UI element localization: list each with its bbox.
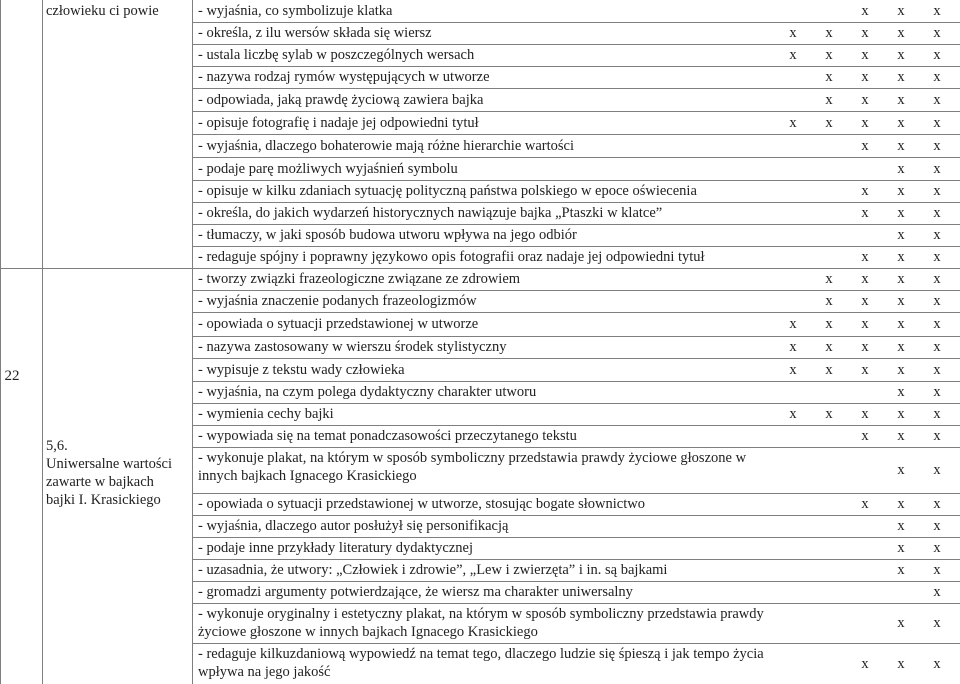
requirement-text: - wyjaśnia, dlaczego autor posłużył się personifikacją	[198, 518, 509, 534]
requirement-text: - wypisuje z tekstu wady człowieka	[198, 361, 405, 378]
level-mark: x	[897, 114, 905, 131]
row-divider	[192, 537, 960, 538]
level-mark: x	[933, 3, 941, 19]
level-mark: x	[861, 361, 869, 378]
level-mark: x	[789, 47, 797, 63]
level-mark: x	[897, 562, 905, 578]
requirement-text: - wykonuje plakat, na którym w sposób symboliczny przedstawia prawdy życiowe głoszone w innych bajkach Ignacego Krasickiego	[198, 450, 747, 484]
level-mark: x	[897, 518, 905, 534]
level-mark: x	[933, 496, 941, 512]
topic-number: 5,6.	[46, 438, 68, 454]
level-mark: x	[861, 316, 869, 332]
row-divider	[192, 559, 960, 560]
level-mark: x	[825, 361, 833, 378]
requirement-text: - nazywa rodzaj rymów występujących w utworze	[198, 69, 490, 85]
row-divider	[192, 202, 960, 203]
row-divider	[192, 134, 960, 135]
level-mark: x	[897, 361, 905, 378]
level-mark: x	[825, 316, 833, 332]
level-mark: x	[789, 316, 797, 332]
level-mark: x	[933, 47, 941, 63]
row-divider	[192, 312, 960, 313]
level-mark: x	[897, 428, 905, 444]
level-mark: x	[825, 406, 833, 422]
level-mark: x	[897, 47, 905, 63]
row-divider	[192, 180, 960, 181]
row-divider	[192, 290, 960, 291]
requirement-text: - redaguje kilkuzdaniową wypowiedź na temat tego, dlaczego ludzie się śpieszą i jak tempo życia wpływa na jego jakość	[198, 646, 764, 680]
requirement-text: - nazywa zastosowany w wierszu środek stylistyczny	[198, 339, 507, 355]
level-mark: x	[825, 339, 833, 355]
level-mark: x	[933, 137, 941, 154]
row-divider	[192, 111, 960, 112]
level-mark: x	[861, 406, 869, 422]
level-mark: x	[933, 462, 941, 478]
requirement-text: - określa, do jakich wydarzeń historycznych nawiązuje bajka „Ptaszki w klatce”	[198, 205, 663, 221]
requirement-text: - określa, z ilu wersów składa się wiersz	[198, 25, 432, 41]
requirement-text: - opisuje fotografię i nadaje jej odpowiedni tytuł	[198, 114, 479, 131]
level-mark: x	[933, 562, 941, 578]
level-mark: x	[789, 339, 797, 355]
row-divider	[0, 268, 192, 269]
requirement-text: - redaguje spójny i poprawny językowo opis fotografii oraz nadaje jej odpowiedni tytuł	[198, 249, 705, 265]
grid-line	[0, 0, 1, 684]
row-divider	[192, 515, 960, 516]
level-mark: x	[897, 227, 905, 243]
level-mark: x	[933, 584, 941, 600]
requirement-text: - wypowiada się na temat ponadczasowości przeczytanego tekstu	[198, 428, 577, 444]
level-mark: x	[933, 339, 941, 355]
level-mark: x	[897, 25, 905, 41]
level-mark: x	[789, 114, 797, 131]
level-mark: x	[933, 227, 941, 243]
level-mark: x	[933, 249, 941, 265]
level-mark: x	[861, 496, 869, 512]
level-mark: x	[933, 25, 941, 41]
level-mark: x	[897, 205, 905, 221]
level-mark: x	[825, 293, 833, 309]
requirement-text: - wyjaśnia, dlaczego bohaterowie mają różne hierarchie wartości	[198, 137, 575, 154]
level-mark: x	[861, 183, 869, 199]
requirement-text: - tworzy związki frazeologiczne związane ze zdrowiem	[198, 271, 521, 287]
requirement-text: - uzasadnia, że utwory: „Człowiek i zdrowie”, „Lew i zwierzęta” i in. są bajkami	[198, 562, 668, 578]
level-mark: x	[861, 271, 869, 287]
level-mark: x	[897, 655, 905, 672]
level-mark: x	[897, 540, 905, 556]
level-mark: x	[861, 69, 869, 85]
topic-top-text: człowieku ci powie	[46, 3, 159, 19]
level-mark: x	[861, 428, 869, 444]
level-mark: x	[861, 25, 869, 41]
level-mark: x	[861, 47, 869, 63]
row-divider	[192, 643, 960, 644]
level-mark: x	[861, 205, 869, 221]
requirement-text: - tłumaczy, w jaki sposób budowa utworu wpływa na jego odbiór	[198, 227, 577, 243]
level-mark: x	[933, 316, 941, 332]
level-mark: x	[933, 183, 941, 199]
requirement-text: - odpowiada, jaką prawdę życiową zawiera bajka	[198, 91, 484, 108]
level-mark: x	[897, 293, 905, 309]
level-mark: x	[897, 249, 905, 265]
row-divider	[192, 336, 960, 337]
row-divider	[192, 88, 960, 89]
level-mark: x	[861, 91, 869, 108]
requirement-text: - wyjaśnia, co symbolizuje klatka	[198, 3, 393, 19]
level-mark: x	[933, 91, 941, 108]
level-mark: x	[897, 183, 905, 199]
level-mark: x	[933, 615, 941, 631]
level-mark: x	[861, 137, 869, 154]
row-divider	[192, 381, 960, 382]
row-divider	[192, 603, 960, 604]
row-divider	[192, 66, 960, 67]
level-mark: x	[897, 271, 905, 287]
level-mark: x	[861, 655, 869, 672]
level-mark: x	[933, 205, 941, 221]
level-mark: x	[825, 69, 833, 85]
level-mark: x	[933, 361, 941, 378]
row-divider	[192, 268, 960, 269]
requirement-text: - podaje inne przykłady literatury dydaktycznej	[198, 540, 473, 556]
level-mark: x	[825, 91, 833, 108]
grid-line	[42, 0, 43, 684]
level-mark: x	[933, 518, 941, 534]
level-mark: x	[933, 293, 941, 309]
level-mark: x	[861, 339, 869, 355]
row-divider	[192, 22, 960, 23]
level-mark: x	[897, 339, 905, 355]
level-mark: x	[825, 114, 833, 131]
row-divider	[192, 425, 960, 426]
requirement-text: - wyjaśnia, na czym polega dydaktyczny charakter utworu	[198, 384, 537, 400]
requirement-text: - wykonuje oryginalny i estetyczny plakat, na którym w sposób symboliczny przedstawia prawdy życiowe głoszone w innych bajkach Ignacego Krasickiego	[198, 606, 764, 640]
level-mark: x	[897, 91, 905, 108]
level-mark: x	[825, 47, 833, 63]
level-mark: x	[897, 406, 905, 422]
level-mark: x	[861, 293, 869, 309]
level-mark: x	[825, 25, 833, 41]
requirement-text: - wymienia cechy bajki	[198, 406, 334, 422]
requirement-text: - opisuje w kilku zdaniach sytuację polityczną państwa polskiego w epoce oświecenia	[198, 183, 697, 199]
level-mark: x	[897, 69, 905, 85]
level-mark: x	[825, 271, 833, 287]
level-mark: x	[933, 655, 941, 672]
row-divider	[192, 157, 960, 158]
level-mark: x	[897, 496, 905, 512]
level-mark: x	[897, 462, 905, 478]
requirement-text: - opowiada o sytuacji przedstawionej w utworze	[198, 316, 479, 332]
row-divider	[192, 493, 960, 494]
level-mark: x	[789, 361, 797, 378]
level-mark: x	[897, 160, 905, 177]
level-mark: x	[933, 384, 941, 400]
requirement-text: - opowiada o sytuacji przedstawionej w utworze, stosując bogate słownictwo	[198, 496, 645, 512]
level-mark: x	[933, 114, 941, 131]
level-mark: x	[789, 25, 797, 41]
level-mark: x	[933, 540, 941, 556]
row-divider	[192, 44, 960, 45]
level-mark: x	[933, 406, 941, 422]
row-divider	[192, 403, 960, 404]
level-mark: x	[933, 69, 941, 85]
level-mark: x	[933, 271, 941, 287]
level-mark: x	[789, 406, 797, 422]
topic-title: Uniwersalne wartości zawarte w bajkach bajki I. Krasickiego	[46, 456, 173, 508]
row-divider	[192, 224, 960, 225]
row-divider	[192, 358, 960, 359]
level-mark: x	[897, 384, 905, 400]
level-mark: x	[897, 137, 905, 154]
level-mark: x	[933, 428, 941, 444]
requirement-text: - ustala liczbę sylab w poszczególnych wersach	[198, 47, 475, 63]
requirement-text: - podaje parę możliwych wyjaśnień symbolu	[198, 160, 458, 177]
row-divider	[192, 246, 960, 247]
row-divider	[192, 581, 960, 582]
row-divider	[192, 447, 960, 448]
requirement-text: - wyjaśnia znaczenie podanych frazeologizmów	[198, 293, 477, 309]
level-mark: x	[897, 615, 905, 631]
level-mark: x	[897, 316, 905, 332]
requirement-text: - gromadzi argumenty potwierdzające, że wiersz ma charakter uniwersalny	[198, 584, 633, 600]
level-mark: x	[861, 3, 869, 19]
level-mark: x	[933, 160, 941, 177]
level-mark: x	[897, 3, 905, 19]
level-mark: x	[861, 249, 869, 265]
level-mark: x	[861, 114, 869, 131]
lesson-number: 22	[4, 368, 20, 384]
